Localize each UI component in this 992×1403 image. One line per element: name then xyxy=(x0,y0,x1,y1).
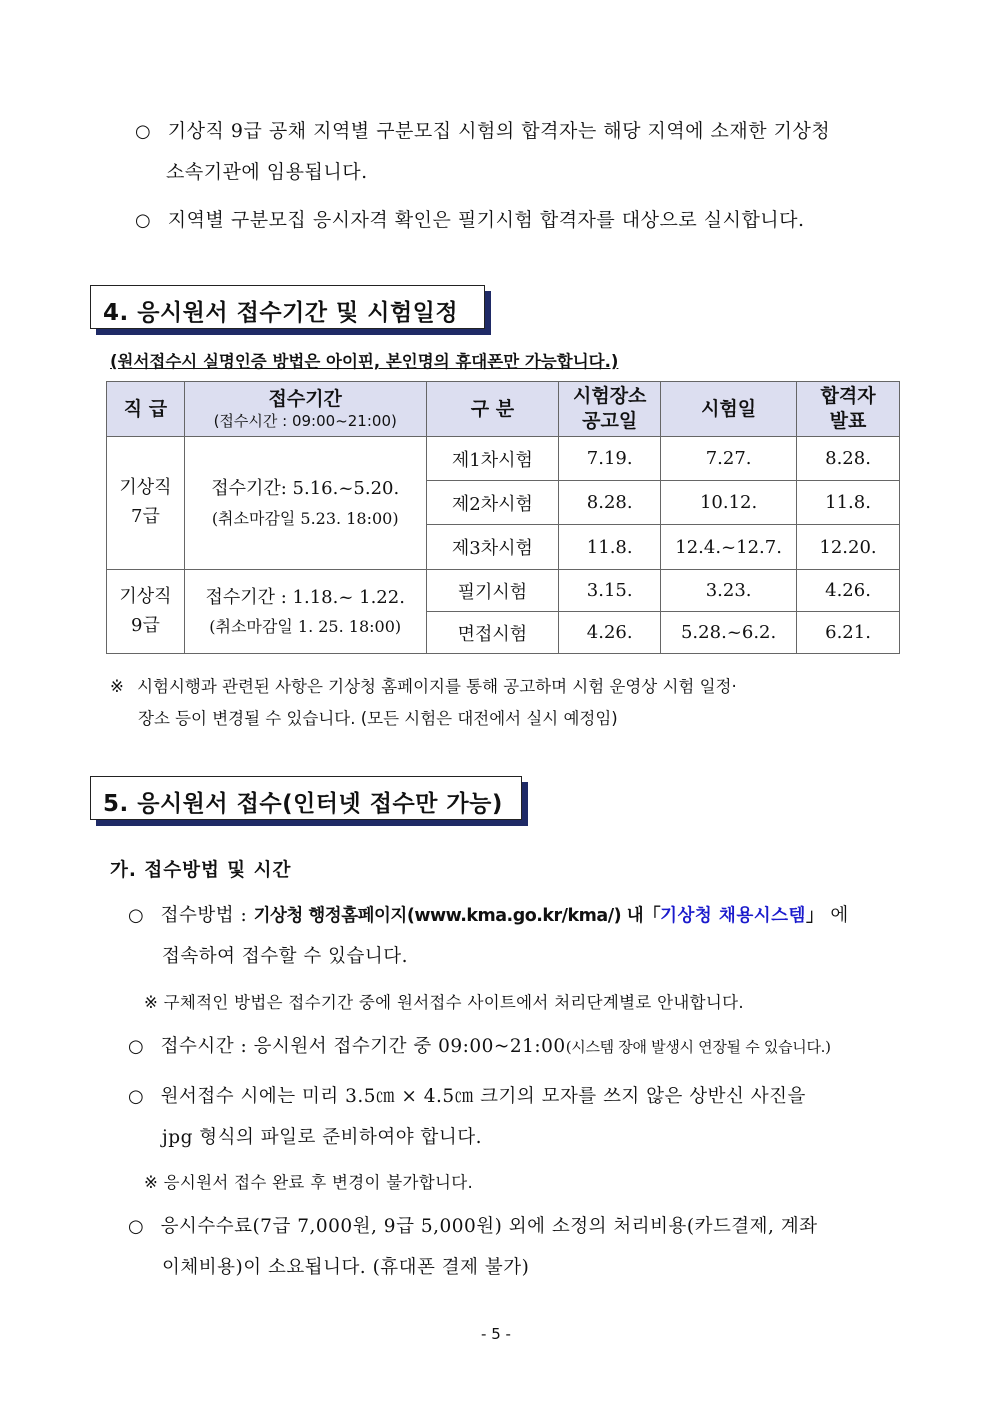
reference-mark-icon: ※ xyxy=(110,677,124,696)
section-5-title: 5. 응시원서 접수(인터넷 접수만 가능) xyxy=(103,791,503,817)
exam-cell: 7.27. xyxy=(661,437,797,481)
header-period xyxy=(184,382,426,437)
exam-cell: 5.28.~6.2. xyxy=(661,612,797,654)
header-exam-date: 시험일 xyxy=(661,382,797,437)
page-number: - 5 - xyxy=(481,1325,511,1343)
bullet-circle-icon: ○ xyxy=(135,121,152,142)
grade-cell xyxy=(107,437,185,570)
grade-line1: 기상직 xyxy=(119,477,172,499)
method-label: 접수방법 : xyxy=(160,905,254,926)
venue-cell: 8.28. xyxy=(559,481,661,525)
exam-cell: 12.4.~12.7. xyxy=(661,525,797,570)
venue-cell: 11.8. xyxy=(559,525,661,570)
type-cell: 제3차시험 xyxy=(426,525,559,570)
subheading-method-time: 가. 접수방법 및 시간 xyxy=(110,860,292,881)
header-period-sub: (접수시간 : 09:00~21:00) xyxy=(213,411,397,430)
type-cell: 제1차시험 xyxy=(426,437,559,481)
bullet-circle-icon: ○ xyxy=(128,1036,145,1057)
section-5-heading xyxy=(90,776,522,820)
exam-cell: 3.23. xyxy=(661,570,797,612)
period-cell xyxy=(184,437,426,570)
footnote-line2: 장소 등이 변경될 수 있습니다. (모든 시험은 대전에서 실시 예정임) xyxy=(138,709,618,728)
photo-note: ※ 응시원서 접수 완료 후 변경이 불가합니다. xyxy=(144,1173,474,1192)
intro-bullet-2 xyxy=(135,211,805,230)
photo-line1: 원서접수 시에는 미리 3.5㎝ × 4.5㎝ 크기의 모자를 쓰지 않은 상반신 사진을 xyxy=(160,1086,806,1107)
result-cell: 11.8. xyxy=(797,481,900,525)
type-cell: 면접시험 xyxy=(426,612,559,654)
fee-line2: 이체비용)이 소요됩니다. (휴대폰 결제 불가) xyxy=(162,1257,530,1278)
header-result-line1: 합격자 xyxy=(820,385,876,408)
table-header-row xyxy=(107,382,900,437)
bullet-circle-icon: ○ xyxy=(128,1086,145,1107)
method-note: ※ 구체적인 방법은 접수기간 중에 원서접수 사이트에서 처리단계별로 안내합니다. xyxy=(144,993,744,1012)
venue-cell: 4.26. xyxy=(559,612,661,654)
section-4-heading xyxy=(90,285,485,329)
exam-schedule-table xyxy=(106,381,900,654)
method-line2: 접속하여 접수할 수 있습니다. xyxy=(162,946,408,967)
venue-cell: 7.19. xyxy=(559,437,661,481)
grade-line2: 7급 xyxy=(131,506,160,527)
method-system-link[interactable]: 기상청 채용시스템 xyxy=(660,906,806,926)
time-small-note: (시스템 장애 발생시 연장될 수 있습니다.) xyxy=(565,1038,831,1056)
period-line2: (취소마감일 5.23. 18:00) xyxy=(211,508,399,528)
result-cell: 4.26. xyxy=(797,570,900,612)
fee-bullet xyxy=(128,1218,818,1237)
header-result xyxy=(797,382,900,437)
grade-cell xyxy=(107,570,185,654)
method-tail: 에 xyxy=(830,905,849,926)
period-line1: 접수기간: 5.16.~5.20. xyxy=(211,478,400,500)
header-result-line2: 발표 xyxy=(829,410,867,432)
exam-cell: 10.12. xyxy=(661,481,797,525)
photo-bullet xyxy=(128,1088,806,1107)
result-cell: 8.28. xyxy=(797,437,900,481)
header-grade: 직 급 xyxy=(107,382,185,437)
method-site: 기상청 행정홈페이지(www.kma.go.kr/kma/) 내「 xyxy=(253,906,661,926)
header-venue-line1: 시험장소 xyxy=(573,385,647,408)
time-bullet xyxy=(128,1038,831,1057)
header-type: 구 분 xyxy=(426,382,559,437)
grade-line1: 기상직 xyxy=(119,585,172,607)
fee-line1: 응시수수료(7급 7,000원, 9급 5,000원) 외에 소정의 처리비용(카드결제, 계좌 xyxy=(160,1216,818,1237)
method-bracket-close: 」 xyxy=(805,906,824,926)
bullet-circle-icon: ○ xyxy=(128,905,145,926)
intro-text-1: 기상직 9급 공채 지역별 구분모집 시험의 합격자는 해당 지역에 소재한 기상청 xyxy=(167,120,831,142)
period-line1: 접수기간 : 1.18.~ 1.22. xyxy=(205,586,405,608)
intro-bullet-1 xyxy=(135,122,830,141)
method-bullet xyxy=(128,907,849,926)
table-row xyxy=(107,570,900,612)
grade-line2: 9급 xyxy=(131,614,160,636)
type-cell: 제2차시험 xyxy=(426,481,559,525)
period-line2: (취소마감일 1. 25. 18:00) xyxy=(209,617,402,637)
intro-text-2: 지역별 구분모집 응시자격 확인은 필기시험 합격자를 대상으로 실시합니다. xyxy=(167,209,805,231)
bullet-circle-icon: ○ xyxy=(128,1216,145,1237)
header-venue xyxy=(559,382,661,437)
header-period-label: 접수기간 xyxy=(268,387,342,410)
period-cell xyxy=(184,570,426,654)
schedule-footnote xyxy=(110,673,737,697)
intro-text-1b: 소속기관에 임용됩니다. xyxy=(166,161,368,183)
footnote-line1: 시험시행과 관련된 사항은 기상청 홈페이지를 통해 공고하며 시험 운영상 시험 일정· xyxy=(137,677,737,696)
result-cell: 6.21. xyxy=(797,612,900,654)
result-cell: 12.20. xyxy=(797,525,900,570)
venue-cell: 3.15. xyxy=(559,570,661,612)
time-text: 접수시간 : 응시원서 접수기간 중 09:00~21:00 xyxy=(160,1036,566,1057)
section-4-note: (원서접수시 실명인증 방법은 아이핀, 본인명의 휴대폰만 가능합니다.) xyxy=(110,352,619,371)
photo-line2: jpg 형식의 파일로 준비하여야 합니다. xyxy=(162,1127,483,1148)
section-4-title: 4. 응시원서 접수기간 및 시험일정 xyxy=(103,300,459,326)
bullet-circle-icon: ○ xyxy=(135,210,152,231)
table-row xyxy=(107,437,900,481)
header-venue-line2: 공고일 xyxy=(582,410,638,432)
type-cell: 필기시험 xyxy=(426,570,559,612)
